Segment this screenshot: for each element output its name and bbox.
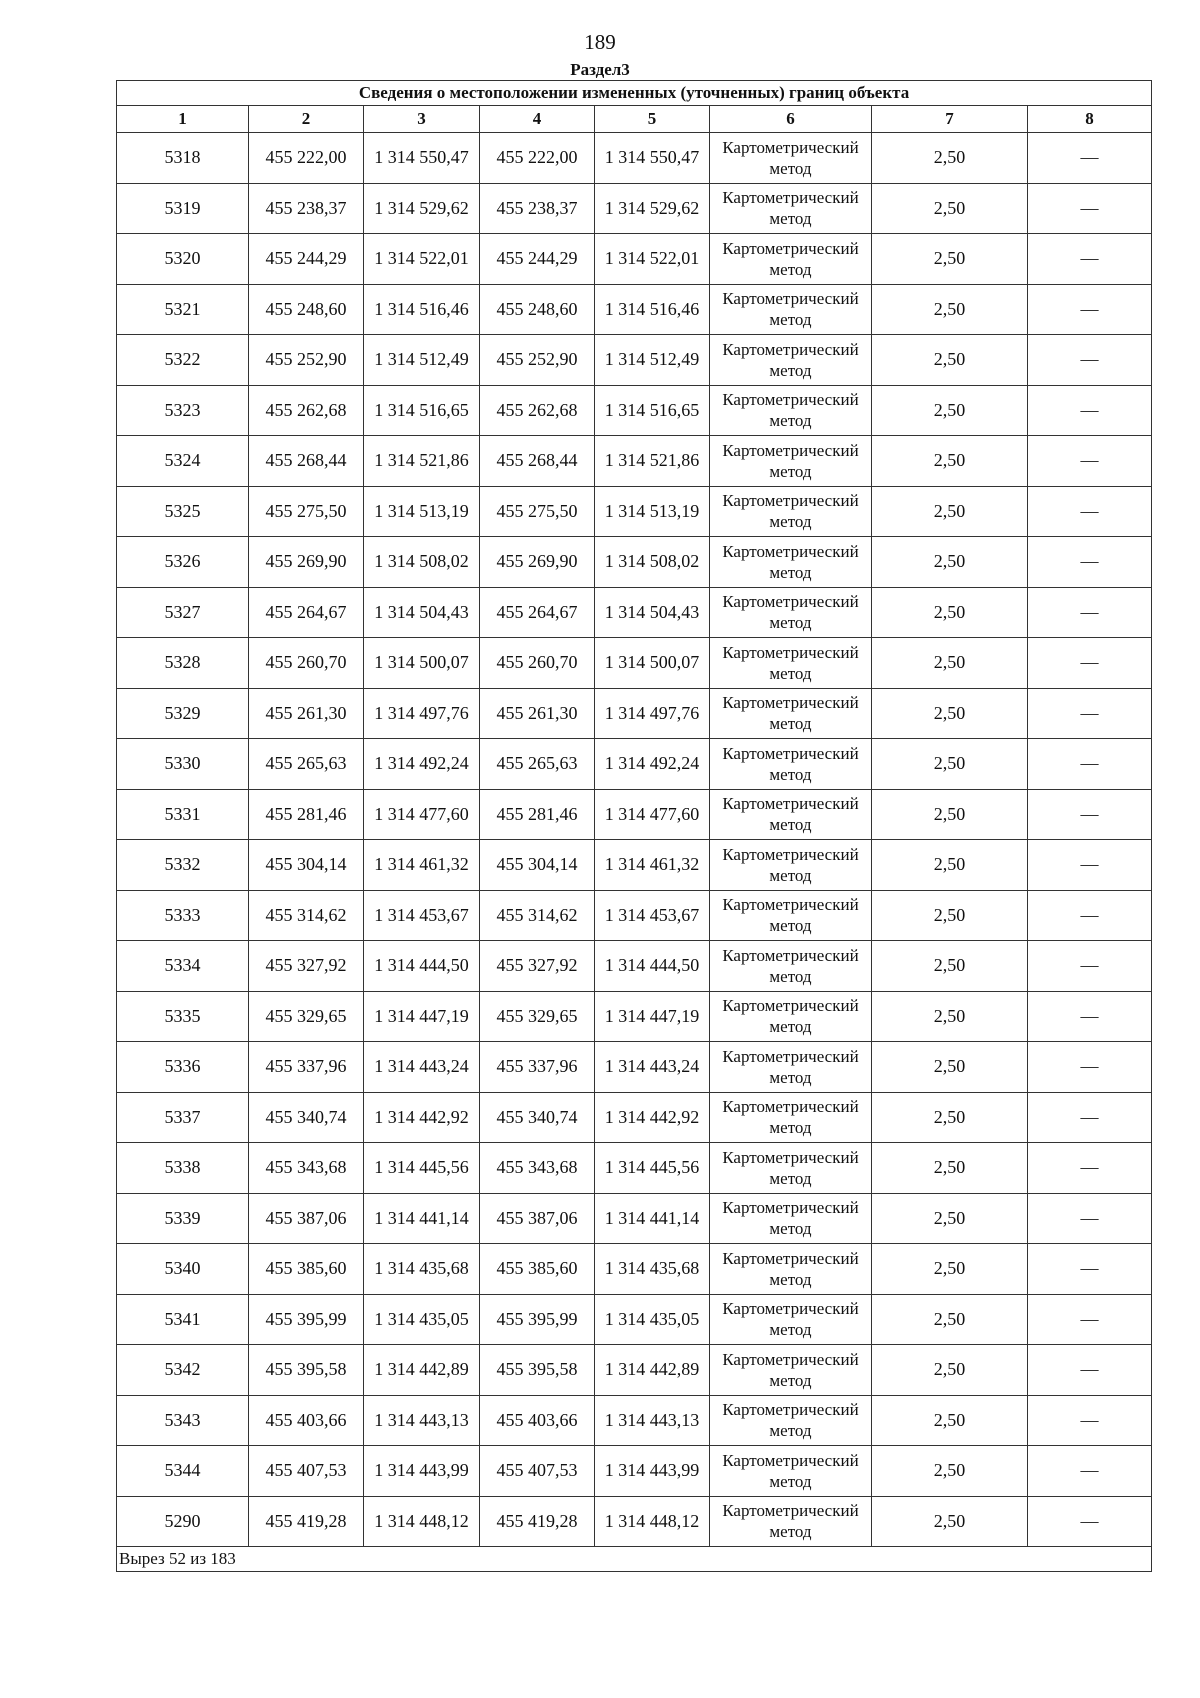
y-new-cell: 1 314 441,14 bbox=[595, 1193, 710, 1244]
x-new-cell: 455 329,65 bbox=[480, 991, 595, 1042]
accuracy-cell: 2,50 bbox=[872, 436, 1028, 487]
y-old-cell: 1 314 516,46 bbox=[364, 284, 480, 335]
x-new-cell: 455 248,60 bbox=[480, 284, 595, 335]
x-new-cell: 455 262,68 bbox=[480, 385, 595, 436]
x-old-cell: 455 268,44 bbox=[249, 436, 364, 487]
description-cell: — bbox=[1028, 284, 1152, 335]
y-new-cell: 1 314 444,50 bbox=[595, 941, 710, 992]
x-old-cell: 455 304,14 bbox=[249, 840, 364, 891]
y-new-cell: 1 314 508,02 bbox=[595, 537, 710, 588]
x-old-cell: 455 340,74 bbox=[249, 1092, 364, 1143]
point-number-cell: 5334 bbox=[117, 941, 249, 992]
description-cell: — bbox=[1028, 991, 1152, 1042]
method-cell: Картометрический метод bbox=[710, 1395, 872, 1446]
accuracy-cell: 2,50 bbox=[872, 1193, 1028, 1244]
accuracy-cell: 2,50 bbox=[872, 385, 1028, 436]
column-number: 5 bbox=[595, 106, 710, 133]
point-number-cell: 5327 bbox=[117, 587, 249, 638]
table-row bbox=[117, 1193, 1152, 1244]
accuracy-cell: 2,50 bbox=[872, 587, 1028, 638]
y-old-cell: 1 314 550,47 bbox=[364, 133, 480, 184]
x-old-cell: 455 238,37 bbox=[249, 183, 364, 234]
table-row bbox=[117, 840, 1152, 891]
y-old-cell: 1 314 522,01 bbox=[364, 234, 480, 285]
point-number-cell: 5341 bbox=[117, 1294, 249, 1345]
point-number-cell: 5343 bbox=[117, 1395, 249, 1446]
x-new-cell: 455 238,37 bbox=[480, 183, 595, 234]
method-cell: Картометрический метод bbox=[710, 638, 872, 689]
table-row bbox=[117, 1345, 1152, 1396]
y-old-cell: 1 314 435,05 bbox=[364, 1294, 480, 1345]
y-new-cell: 1 314 550,47 bbox=[595, 133, 710, 184]
x-new-cell: 455 314,62 bbox=[480, 890, 595, 941]
description-cell: — bbox=[1028, 1345, 1152, 1396]
column-number: 4 bbox=[480, 106, 595, 133]
x-old-cell: 455 343,68 bbox=[249, 1143, 364, 1194]
y-new-cell: 1 314 504,43 bbox=[595, 587, 710, 638]
table-row bbox=[117, 1042, 1152, 1093]
description-cell: — bbox=[1028, 1092, 1152, 1143]
table-row bbox=[117, 1244, 1152, 1295]
description-cell: — bbox=[1028, 537, 1152, 588]
table-row bbox=[117, 486, 1152, 537]
table-title: Сведения о местоположении измененных (уточненных) границ объекта bbox=[117, 81, 1152, 106]
x-new-cell: 455 265,63 bbox=[480, 739, 595, 790]
y-new-cell: 1 314 529,62 bbox=[595, 183, 710, 234]
table-row bbox=[117, 991, 1152, 1042]
description-cell: — bbox=[1028, 890, 1152, 941]
y-old-cell: 1 314 529,62 bbox=[364, 183, 480, 234]
point-number-cell: 5321 bbox=[117, 284, 249, 335]
y-old-cell: 1 314 435,68 bbox=[364, 1244, 480, 1295]
accuracy-cell: 2,50 bbox=[872, 486, 1028, 537]
x-new-cell: 455 419,28 bbox=[480, 1496, 595, 1547]
y-new-cell: 1 314 443,24 bbox=[595, 1042, 710, 1093]
table-row bbox=[117, 335, 1152, 386]
accuracy-cell: 2,50 bbox=[872, 537, 1028, 588]
point-number-cell: 5326 bbox=[117, 537, 249, 588]
x-new-cell: 455 387,06 bbox=[480, 1193, 595, 1244]
accuracy-cell: 2,50 bbox=[872, 840, 1028, 891]
x-old-cell: 455 314,62 bbox=[249, 890, 364, 941]
x-old-cell: 455 265,63 bbox=[249, 739, 364, 790]
y-old-cell: 1 314 447,19 bbox=[364, 991, 480, 1042]
x-new-cell: 455 343,68 bbox=[480, 1143, 595, 1194]
accuracy-cell: 2,50 bbox=[872, 1395, 1028, 1446]
x-new-cell: 455 281,46 bbox=[480, 789, 595, 840]
y-old-cell: 1 314 442,92 bbox=[364, 1092, 480, 1143]
x-old-cell: 455 248,60 bbox=[249, 284, 364, 335]
description-cell: — bbox=[1028, 638, 1152, 689]
x-old-cell: 455 262,68 bbox=[249, 385, 364, 436]
description-cell: — bbox=[1028, 789, 1152, 840]
table-row bbox=[117, 739, 1152, 790]
method-cell: Картометрический метод bbox=[710, 385, 872, 436]
point-number-cell: 5335 bbox=[117, 991, 249, 1042]
y-new-cell: 1 314 435,68 bbox=[595, 1244, 710, 1295]
point-number-cell: 5337 bbox=[117, 1092, 249, 1143]
y-new-cell: 1 314 461,32 bbox=[595, 840, 710, 891]
description-cell: — bbox=[1028, 1496, 1152, 1547]
column-number: 7 bbox=[872, 106, 1028, 133]
y-new-cell: 1 314 477,60 bbox=[595, 789, 710, 840]
x-old-cell: 455 329,65 bbox=[249, 991, 364, 1042]
point-number-cell: 5320 bbox=[117, 234, 249, 285]
y-old-cell: 1 314 500,07 bbox=[364, 638, 480, 689]
method-cell: Картометрический метод bbox=[710, 688, 872, 739]
x-new-cell: 455 385,60 bbox=[480, 1244, 595, 1295]
description-cell: — bbox=[1028, 1244, 1152, 1295]
table-row bbox=[117, 537, 1152, 588]
point-number-cell: 5325 bbox=[117, 486, 249, 537]
y-new-cell: 1 314 442,92 bbox=[595, 1092, 710, 1143]
y-old-cell: 1 314 444,50 bbox=[364, 941, 480, 992]
point-number-cell: 5329 bbox=[117, 688, 249, 739]
point-number-cell: 5331 bbox=[117, 789, 249, 840]
point-number-cell: 5342 bbox=[117, 1345, 249, 1396]
x-old-cell: 455 260,70 bbox=[249, 638, 364, 689]
x-old-cell: 455 252,90 bbox=[249, 335, 364, 386]
x-new-cell: 455 395,99 bbox=[480, 1294, 595, 1345]
point-number-cell: 5318 bbox=[117, 133, 249, 184]
table-row bbox=[117, 789, 1152, 840]
table-row bbox=[117, 688, 1152, 739]
table-row bbox=[117, 234, 1152, 285]
accuracy-cell: 2,50 bbox=[872, 1345, 1028, 1396]
x-new-cell: 455 275,50 bbox=[480, 486, 595, 537]
table-row bbox=[117, 1446, 1152, 1497]
section-title: Раздел3 bbox=[570, 60, 630, 79]
method-cell: Картометрический метод bbox=[710, 1496, 872, 1547]
x-new-cell: 455 252,90 bbox=[480, 335, 595, 386]
y-new-cell: 1 314 492,24 bbox=[595, 739, 710, 790]
table-footer-note: Вырез 52 из 183 bbox=[117, 1547, 1152, 1572]
x-old-cell: 455 264,67 bbox=[249, 587, 364, 638]
x-old-cell: 455 337,96 bbox=[249, 1042, 364, 1093]
y-new-cell: 1 314 497,76 bbox=[595, 688, 710, 739]
x-old-cell: 455 387,06 bbox=[249, 1193, 364, 1244]
x-new-cell: 455 327,92 bbox=[480, 941, 595, 992]
y-new-cell: 1 314 513,19 bbox=[595, 486, 710, 537]
accuracy-cell: 2,50 bbox=[872, 890, 1028, 941]
y-old-cell: 1 314 516,65 bbox=[364, 385, 480, 436]
x-old-cell: 455 407,53 bbox=[249, 1446, 364, 1497]
accuracy-cell: 2,50 bbox=[872, 1294, 1028, 1345]
x-new-cell: 455 340,74 bbox=[480, 1092, 595, 1143]
column-number-row bbox=[117, 106, 1152, 133]
accuracy-cell: 2,50 bbox=[872, 941, 1028, 992]
y-old-cell: 1 314 508,02 bbox=[364, 537, 480, 588]
table-row bbox=[117, 587, 1152, 638]
point-number-cell: 5344 bbox=[117, 1446, 249, 1497]
method-cell: Картометрический метод bbox=[710, 1092, 872, 1143]
x-old-cell: 455 261,30 bbox=[249, 688, 364, 739]
y-old-cell: 1 314 461,32 bbox=[364, 840, 480, 891]
table-row bbox=[117, 436, 1152, 487]
accuracy-cell: 2,50 bbox=[872, 991, 1028, 1042]
column-number: 8 bbox=[1028, 106, 1152, 133]
column-number: 3 bbox=[364, 106, 480, 133]
x-old-cell: 455 395,58 bbox=[249, 1345, 364, 1396]
table-row bbox=[117, 638, 1152, 689]
table-row bbox=[117, 1294, 1152, 1345]
accuracy-cell: 2,50 bbox=[872, 789, 1028, 840]
column-number: 2 bbox=[249, 106, 364, 133]
accuracy-cell: 2,50 bbox=[872, 1092, 1028, 1143]
description-cell: — bbox=[1028, 739, 1152, 790]
y-new-cell: 1 314 442,89 bbox=[595, 1345, 710, 1396]
x-old-cell: 455 222,00 bbox=[249, 133, 364, 184]
method-cell: Картометрический метод bbox=[710, 486, 872, 537]
method-cell: Картометрический метод bbox=[710, 537, 872, 588]
accuracy-cell: 2,50 bbox=[872, 234, 1028, 285]
description-cell: — bbox=[1028, 941, 1152, 992]
method-cell: Картометрический метод bbox=[710, 840, 872, 891]
accuracy-cell: 2,50 bbox=[872, 1496, 1028, 1547]
method-cell: Картометрический метод bbox=[710, 335, 872, 386]
method-cell: Картометрический метод bbox=[710, 234, 872, 285]
method-cell: Картометрический метод bbox=[710, 739, 872, 790]
description-cell: — bbox=[1028, 133, 1152, 184]
x-old-cell: 455 269,90 bbox=[249, 537, 364, 588]
method-cell: Картометрический метод bbox=[710, 1345, 872, 1396]
x-old-cell: 455 385,60 bbox=[249, 1244, 364, 1295]
x-old-cell: 455 327,92 bbox=[249, 941, 364, 992]
y-old-cell: 1 314 453,67 bbox=[364, 890, 480, 941]
point-number-cell: 5340 bbox=[117, 1244, 249, 1295]
x-old-cell: 455 281,46 bbox=[249, 789, 364, 840]
y-old-cell: 1 314 513,19 bbox=[364, 486, 480, 537]
accuracy-cell: 2,50 bbox=[872, 739, 1028, 790]
y-new-cell: 1 314 448,12 bbox=[595, 1496, 710, 1547]
method-cell: Картометрический метод bbox=[710, 789, 872, 840]
method-cell: Картометрический метод bbox=[710, 284, 872, 335]
point-number-cell: 5339 bbox=[117, 1193, 249, 1244]
table-row bbox=[117, 385, 1152, 436]
description-cell: — bbox=[1028, 1395, 1152, 1446]
y-new-cell: 1 314 521,86 bbox=[595, 436, 710, 487]
table-row bbox=[117, 183, 1152, 234]
description-cell: — bbox=[1028, 1143, 1152, 1194]
accuracy-cell: 2,50 bbox=[872, 638, 1028, 689]
table-row bbox=[117, 133, 1152, 184]
accuracy-cell: 2,50 bbox=[872, 1042, 1028, 1093]
accuracy-cell: 2,50 bbox=[872, 1244, 1028, 1295]
column-number: 6 bbox=[710, 106, 872, 133]
method-cell: Картометрический метод bbox=[710, 1244, 872, 1295]
y-new-cell: 1 314 516,46 bbox=[595, 284, 710, 335]
method-cell: Картометрический метод bbox=[710, 890, 872, 941]
method-cell: Картометрический метод bbox=[710, 991, 872, 1042]
accuracy-cell: 2,50 bbox=[872, 335, 1028, 386]
x-old-cell: 455 419,28 bbox=[249, 1496, 364, 1547]
table-row bbox=[117, 890, 1152, 941]
x-old-cell: 455 403,66 bbox=[249, 1395, 364, 1446]
point-number-cell: 5333 bbox=[117, 890, 249, 941]
y-new-cell: 1 314 522,01 bbox=[595, 234, 710, 285]
page-number: 189 bbox=[584, 30, 616, 54]
y-old-cell: 1 314 443,99 bbox=[364, 1446, 480, 1497]
point-number-cell: 5290 bbox=[117, 1496, 249, 1547]
table-row bbox=[117, 1092, 1152, 1143]
y-old-cell: 1 314 504,43 bbox=[364, 587, 480, 638]
x-new-cell: 455 395,58 bbox=[480, 1345, 595, 1396]
point-number-cell: 5322 bbox=[117, 335, 249, 386]
point-number-cell: 5330 bbox=[117, 739, 249, 790]
description-cell: — bbox=[1028, 688, 1152, 739]
method-cell: Картометрический метод bbox=[710, 1143, 872, 1194]
accuracy-cell: 2,50 bbox=[872, 1446, 1028, 1497]
x-old-cell: 455 395,99 bbox=[249, 1294, 364, 1345]
y-new-cell: 1 314 453,67 bbox=[595, 890, 710, 941]
method-cell: Картометрический метод bbox=[710, 183, 872, 234]
y-new-cell: 1 314 516,65 bbox=[595, 385, 710, 436]
description-cell: — bbox=[1028, 1446, 1152, 1497]
x-new-cell: 455 403,66 bbox=[480, 1395, 595, 1446]
method-cell: Картометрический метод bbox=[710, 941, 872, 992]
y-old-cell: 1 314 448,12 bbox=[364, 1496, 480, 1547]
x-new-cell: 455 268,44 bbox=[480, 436, 595, 487]
table-row bbox=[117, 1143, 1152, 1194]
y-new-cell: 1 314 445,56 bbox=[595, 1143, 710, 1194]
x-new-cell: 455 304,14 bbox=[480, 840, 595, 891]
y-new-cell: 1 314 435,05 bbox=[595, 1294, 710, 1345]
column-number: 1 bbox=[117, 106, 249, 133]
y-old-cell: 1 314 512,49 bbox=[364, 335, 480, 386]
point-number-cell: 5323 bbox=[117, 385, 249, 436]
method-cell: Картометрический метод bbox=[710, 1294, 872, 1345]
description-cell: — bbox=[1028, 587, 1152, 638]
description-cell: — bbox=[1028, 234, 1152, 285]
y-old-cell: 1 314 477,60 bbox=[364, 789, 480, 840]
point-number-cell: 5319 bbox=[117, 183, 249, 234]
method-cell: Картометрический метод bbox=[710, 587, 872, 638]
description-cell: — bbox=[1028, 436, 1152, 487]
boundary-coordinates-table bbox=[116, 80, 1152, 1572]
accuracy-cell: 2,50 bbox=[872, 284, 1028, 335]
x-new-cell: 455 269,90 bbox=[480, 537, 595, 588]
x-new-cell: 455 260,70 bbox=[480, 638, 595, 689]
method-cell: Картометрический метод bbox=[710, 1193, 872, 1244]
method-cell: Картометрический метод bbox=[710, 1042, 872, 1093]
method-cell: Картометрический метод bbox=[710, 436, 872, 487]
x-old-cell: 455 275,50 bbox=[249, 486, 364, 537]
description-cell: — bbox=[1028, 486, 1152, 537]
description-cell: — bbox=[1028, 183, 1152, 234]
y-new-cell: 1 314 500,07 bbox=[595, 638, 710, 689]
y-old-cell: 1 314 445,56 bbox=[364, 1143, 480, 1194]
point-number-cell: 5324 bbox=[117, 436, 249, 487]
y-old-cell: 1 314 443,13 bbox=[364, 1395, 480, 1446]
point-number-cell: 5336 bbox=[117, 1042, 249, 1093]
accuracy-cell: 2,50 bbox=[872, 688, 1028, 739]
y-old-cell: 1 314 492,24 bbox=[364, 739, 480, 790]
method-cell: Картометрический метод bbox=[710, 1446, 872, 1497]
y-new-cell: 1 314 512,49 bbox=[595, 335, 710, 386]
description-cell: — bbox=[1028, 840, 1152, 891]
y-new-cell: 1 314 447,19 bbox=[595, 991, 710, 1042]
x-new-cell: 455 337,96 bbox=[480, 1042, 595, 1093]
y-old-cell: 1 314 497,76 bbox=[364, 688, 480, 739]
x-new-cell: 455 407,53 bbox=[480, 1446, 595, 1497]
y-old-cell: 1 314 521,86 bbox=[364, 436, 480, 487]
description-cell: — bbox=[1028, 1042, 1152, 1093]
x-old-cell: 455 244,29 bbox=[249, 234, 364, 285]
method-cell: Картометрический метод bbox=[710, 133, 872, 184]
accuracy-cell: 2,50 bbox=[872, 133, 1028, 184]
table-row bbox=[117, 284, 1152, 335]
y-old-cell: 1 314 441,14 bbox=[364, 1193, 480, 1244]
x-new-cell: 455 264,67 bbox=[480, 587, 595, 638]
accuracy-cell: 2,50 bbox=[872, 1143, 1028, 1194]
y-new-cell: 1 314 443,99 bbox=[595, 1446, 710, 1497]
description-cell: — bbox=[1028, 1294, 1152, 1345]
table-row bbox=[117, 941, 1152, 992]
x-new-cell: 455 222,00 bbox=[480, 133, 595, 184]
x-new-cell: 455 244,29 bbox=[480, 234, 595, 285]
y-old-cell: 1 314 443,24 bbox=[364, 1042, 480, 1093]
x-new-cell: 455 261,30 bbox=[480, 688, 595, 739]
point-number-cell: 5338 bbox=[117, 1143, 249, 1194]
table-row bbox=[117, 1496, 1152, 1547]
description-cell: — bbox=[1028, 335, 1152, 386]
y-old-cell: 1 314 442,89 bbox=[364, 1345, 480, 1396]
point-number-cell: 5328 bbox=[117, 638, 249, 689]
description-cell: — bbox=[1028, 385, 1152, 436]
y-new-cell: 1 314 443,13 bbox=[595, 1395, 710, 1446]
description-cell: — bbox=[1028, 1193, 1152, 1244]
point-number-cell: 5332 bbox=[117, 840, 249, 891]
accuracy-cell: 2,50 bbox=[872, 183, 1028, 234]
table-row bbox=[117, 1395, 1152, 1446]
